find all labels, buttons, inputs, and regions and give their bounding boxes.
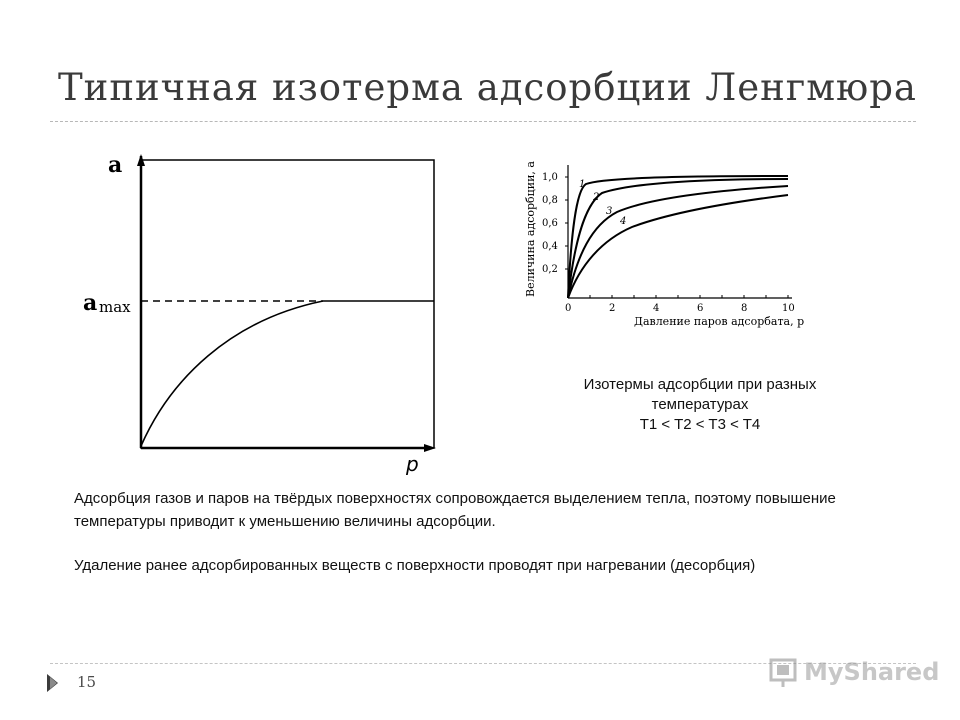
paragraph-desorption: Удаление ранее адсорбированных веществ с поверхности проводят при нагревании (десорбция) bbox=[74, 557, 756, 574]
page-number: 15 bbox=[77, 673, 97, 691]
x-tick-label: 2 bbox=[609, 303, 616, 314]
x-tick-label: 0 bbox=[565, 303, 572, 314]
paragraph-adsorption-heat: Адсорбция газов и паров на твёрдых поверхностях сопровождается выделением тепла, поэтому повышение температуры приводит к уменьшению величины адсорбции. bbox=[74, 490, 836, 530]
title-divider bbox=[50, 121, 916, 122]
isotherms-temperatures-graph bbox=[522, 155, 812, 330]
x-tick-label: 8 bbox=[741, 303, 748, 314]
y-tick-label: 0,8 bbox=[542, 195, 558, 206]
amax-subscript: max bbox=[99, 298, 131, 316]
x-tick-label: 6 bbox=[697, 303, 704, 314]
x-tick-label: 10 bbox=[782, 303, 795, 314]
curve-label-4: 4 bbox=[620, 216, 627, 227]
isotherm-curve-3 bbox=[568, 186, 788, 298]
y-tick-label: 0,6 bbox=[542, 218, 558, 229]
small-x-axis-label: Давление паров адсорбата, p bbox=[634, 315, 805, 328]
y-tick-label: 0,4 bbox=[542, 241, 558, 252]
graph-caption bbox=[540, 375, 860, 435]
curve-label-3: 3 bbox=[606, 206, 613, 217]
curve-label-2: 2 bbox=[593, 192, 600, 203]
caption-line: температурах bbox=[651, 396, 749, 413]
y-tick-label: 0,2 bbox=[542, 264, 558, 275]
isotherm-curve bbox=[141, 301, 434, 446]
slide-arrow-inner-icon bbox=[50, 677, 57, 689]
y-axis-label: a bbox=[108, 152, 123, 178]
watermark-text: MyShared bbox=[804, 658, 940, 686]
x-axis-label: p bbox=[406, 452, 419, 476]
small-y-axis-label: Величина адсорбции, a bbox=[524, 161, 537, 297]
x-tick-label: 4 bbox=[653, 303, 660, 314]
watermark-logo bbox=[768, 656, 939, 688]
langmuir-isotherm-graph bbox=[80, 150, 440, 480]
caption-line: Изотермы адсорбции при разных bbox=[583, 376, 817, 393]
isotherm-curve-4 bbox=[568, 195, 788, 298]
amax-label: a bbox=[83, 290, 98, 316]
graph-frame bbox=[141, 160, 434, 448]
slide-title: Типичная изотерма адсорбции Ленгмюра bbox=[58, 66, 917, 109]
presentation-icon bbox=[768, 656, 798, 688]
y-tick-label: 1,0 bbox=[542, 172, 558, 183]
caption-line: T1 < T2 < T3 < T4 bbox=[639, 416, 761, 433]
curve-label-1: 1 bbox=[579, 179, 586, 190]
